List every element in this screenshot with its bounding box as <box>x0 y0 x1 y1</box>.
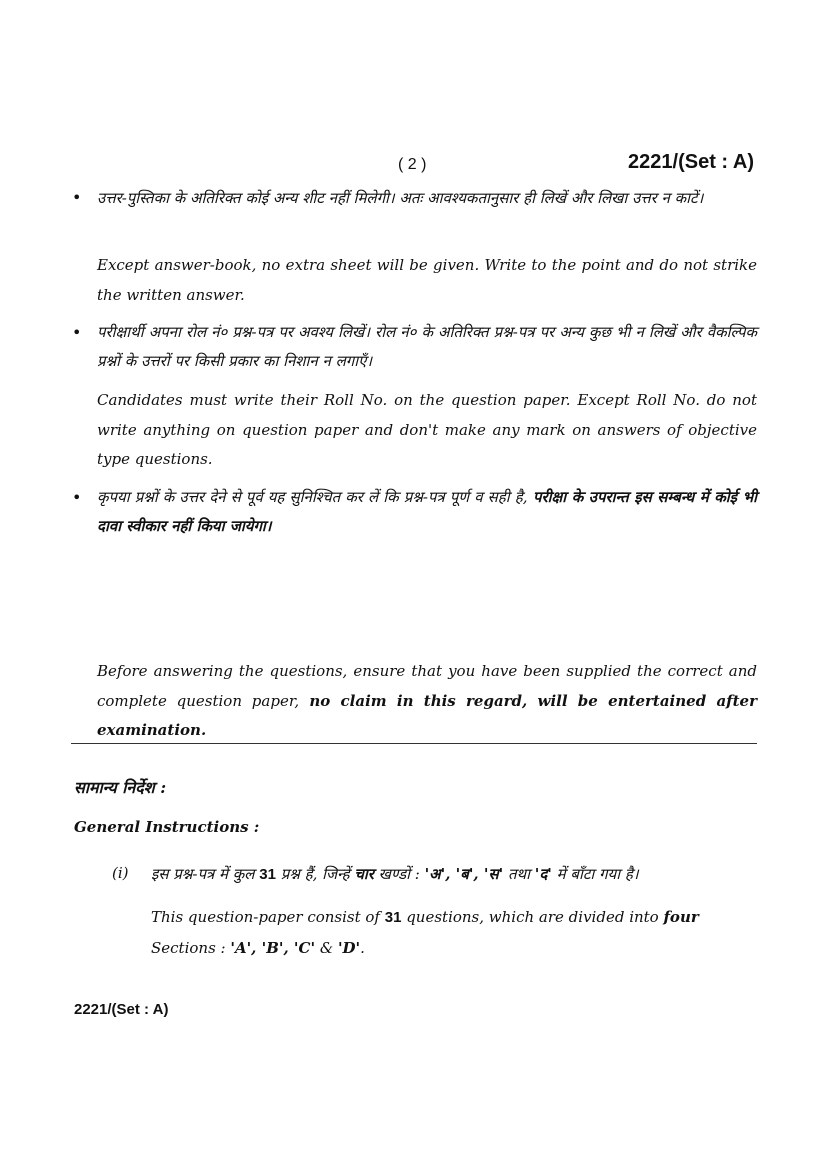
paper-code-header: 2221/(Set : A) <box>628 151 754 173</box>
bullet-1: • <box>72 188 82 207</box>
general-instructions-heading-english: General Instructions : <box>74 818 260 836</box>
instruction-2-english: Candidates must write their Roll No. on the question paper. Except Roll No. do not write anything on question paper and don't make any mark on answers of objective type questions. <box>97 391 757 468</box>
paper-code-footer: 2221/(Set : A) <box>74 1001 169 1018</box>
bullet-2: • <box>72 323 82 342</box>
item-number: (i) <box>112 864 129 882</box>
divider <box>71 743 757 744</box>
general-item-hindi: इस प्रश्न-पत्र में कुल 31 प्रश्न हैं, जिन्हें चार खण्डों : 'अ', 'ब', 'स' तथा 'द' में बाँटा गया है। <box>151 865 639 883</box>
instruction-1-hindi: उत्तर-पुस्तिका के अतिरिक्त कोई अन्य शीट नहीं मिलेगी। अतः आवश्यकतानुसार ही लिखें और लिखा उत्तर न काटें। <box>97 189 704 207</box>
instruction-3-hindi: कृपया प्रश्नों के उत्तर देने से पूर्व यह सुनिश्चित कर लें कि प्रश्न-पत्र पूर्ण व सही है, परीक्षा के उपरान्त इस सम्बन्ध में कोई भी दावा स्वीकार नहीं किया जायेगा। <box>97 488 757 535</box>
page-number: ( 2 ) <box>398 156 427 173</box>
instruction-3-english: Before answering the questions, ensure that you have been supplied the correct and complete question paper, no claim in this regard, will be entertained after examination. <box>97 662 757 739</box>
general-item-english: This question-paper consist of 31 questions, which are divided into four Sections : 'A', 'B', 'C' & 'D'. <box>151 908 699 957</box>
general-instructions-heading-hindi: सामान्य निर्देश : <box>74 778 167 797</box>
instruction-1-english: Except answer-book, no extra sheet will be given. Write to the point and do not strike the written answer. <box>97 256 757 304</box>
instruction-2-hindi: परीक्षार्थी अपना रोल नं० प्रश्न-पत्र पर अवश्य लिखें। रोल नं० के अतिरिक्त प्रश्न-पत्र पर अन्य कुछ भी न लिखें और वैकल्पिक प्रश्नों के उत्तरों पर किसी प्रकार का निशान न लगाएँ। <box>97 323 757 370</box>
bullet-3: • <box>72 488 82 507</box>
